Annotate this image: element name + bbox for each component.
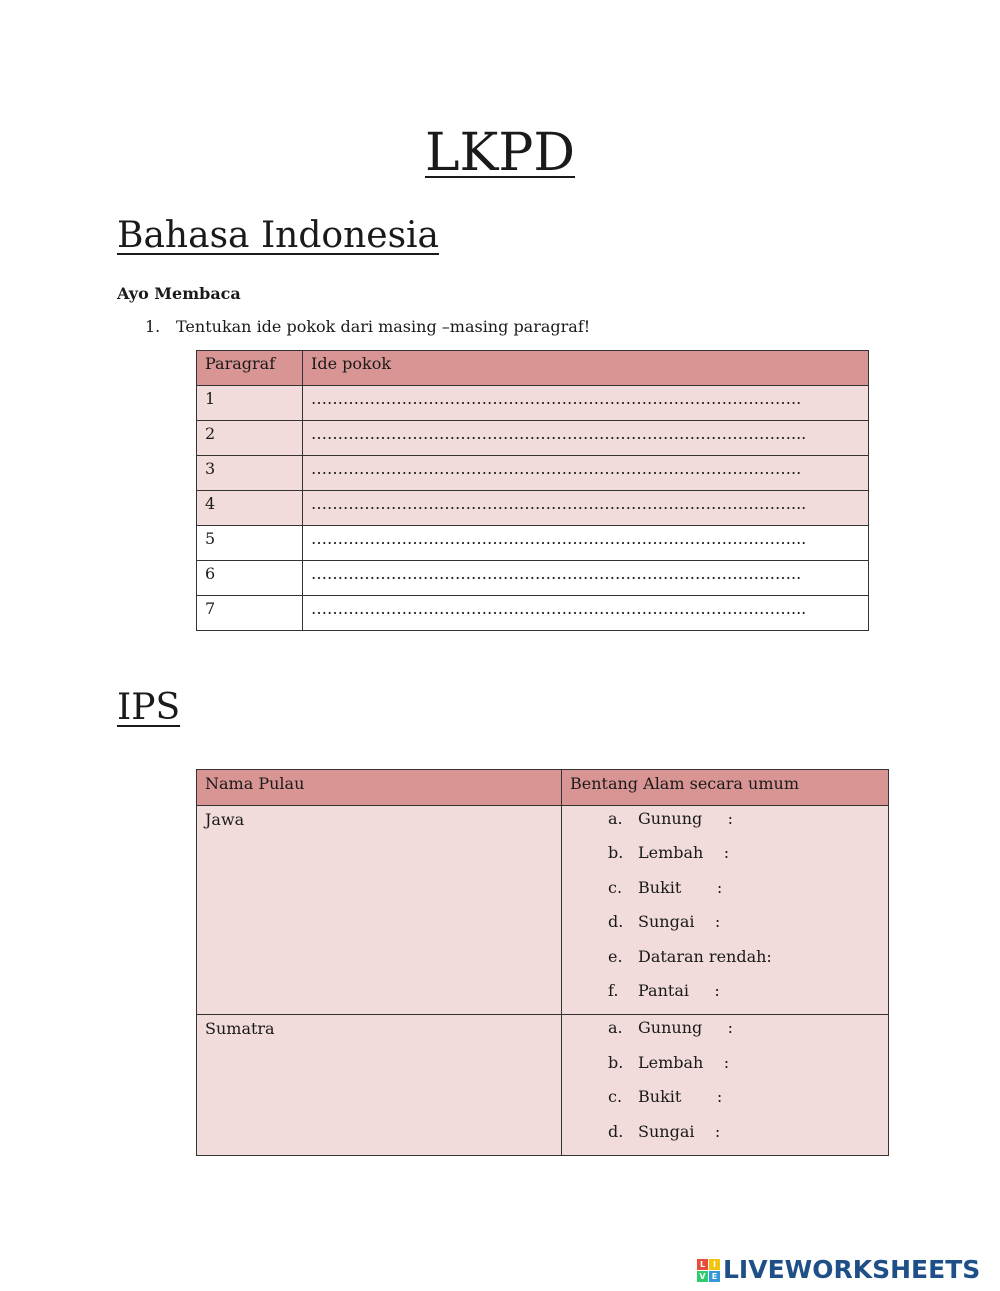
answer-dots: ………………………………………………………………………………...: [311, 424, 807, 443]
answer-field[interactable]: [303, 456, 869, 491]
feature-marker: b.: [608, 843, 624, 863]
answer-dots: ………………………………………………………………………………...: [311, 529, 807, 548]
feature-marker: b.: [608, 1052, 624, 1072]
list-item[interactable]: [608, 1082, 880, 1116]
answer-dots: ………………………………………………………………………………...: [311, 599, 807, 618]
header-paragraf: Paragraf: [197, 351, 303, 386]
list-item[interactable]: [608, 942, 880, 976]
list-item[interactable]: [608, 976, 880, 1010]
feature-list: [570, 804, 880, 1014]
feature-marker: e.: [608, 946, 623, 966]
answer-dots: ………………………………………………………………………………...: [311, 494, 807, 513]
feature-marker: c.: [608, 1087, 623, 1107]
table-row: [197, 386, 869, 421]
table-row: [197, 806, 889, 1015]
ips-table: [196, 769, 889, 1156]
feature-list: [570, 1013, 880, 1155]
table-row: [197, 1015, 889, 1156]
row-number: 7: [197, 596, 303, 631]
row-number: 2: [197, 421, 303, 456]
table-row: [197, 491, 869, 526]
answer-dots: ………………………………………………………………………………..: [311, 459, 802, 478]
feature-label: Pantai :: [638, 980, 720, 1000]
feature-label: Sungai :: [638, 912, 721, 932]
brand-text: LIVEWORKSHEETS: [723, 1255, 981, 1284]
row-number: 4: [197, 491, 303, 526]
feature-label: Sungai :: [638, 1121, 721, 1141]
list-item[interactable]: [608, 804, 880, 838]
feature-marker: d.: [608, 912, 624, 932]
liveworksheets-brand[interactable]: [697, 1253, 980, 1287]
feature-label: Bukit :: [638, 1087, 723, 1107]
answer-dots: ………………………………………………………………………………..: [311, 564, 802, 583]
logo-tile: I: [709, 1259, 720, 1270]
instruction-item: [145, 315, 590, 339]
row-number: 1: [197, 386, 303, 421]
answer-field[interactable]: [303, 526, 869, 561]
table-header-row: [197, 351, 869, 386]
list-item[interactable]: [608, 1117, 880, 1151]
header-bentang-alam: Bentang Alam secara umum: [562, 770, 889, 806]
table-row: [197, 596, 869, 631]
list-item[interactable]: [608, 838, 880, 872]
row-number: 5: [197, 526, 303, 561]
logo-tile: E: [709, 1271, 720, 1282]
instruction-text: Tentukan ide pokok dari masing –masing paragraf!: [176, 317, 591, 336]
table-row: [197, 421, 869, 456]
feature-cell: [562, 806, 889, 1015]
sub-heading-ayo-membaca: Ayo Membaca: [117, 284, 241, 303]
logo-tile: L: [697, 1259, 708, 1270]
feature-marker: d.: [608, 1121, 624, 1141]
feature-label: Gunung :: [638, 1018, 734, 1038]
answer-field[interactable]: [303, 491, 869, 526]
header-nama-pulau: Nama Pulau: [197, 770, 562, 806]
list-item[interactable]: [608, 907, 880, 941]
row-number: 6: [197, 561, 303, 596]
feature-label: Lembah :: [638, 843, 730, 863]
list-item[interactable]: [608, 1048, 880, 1082]
header-ide-pokok: Ide pokok: [303, 351, 869, 386]
table-row: [197, 526, 869, 561]
feature-marker: a.: [608, 809, 623, 828]
answer-dots: ………………………………………………………………………………..: [311, 389, 802, 408]
answer-field[interactable]: [303, 561, 869, 596]
table-header-row: [197, 770, 889, 806]
answer-field[interactable]: [303, 386, 869, 421]
section-title-ips: IPS: [117, 687, 181, 728]
feature-marker: f.: [608, 980, 619, 1000]
row-number: 3: [197, 456, 303, 491]
feature-marker: a.: [608, 1018, 623, 1038]
section-title-bahasa-indonesia: Bahasa Indonesia: [117, 215, 440, 256]
list-item[interactable]: [608, 1013, 880, 1047]
answer-field[interactable]: [303, 596, 869, 631]
feature-label: Dataran rendah:: [638, 946, 772, 966]
paragraph-table: [196, 350, 869, 631]
feature-marker: c.: [608, 877, 623, 897]
list-item[interactable]: [608, 873, 880, 907]
instruction-number: 1.: [145, 317, 161, 336]
feature-label: Bukit :: [638, 877, 723, 897]
table-row: [197, 561, 869, 596]
island-name: Jawa: [197, 806, 562, 1015]
brand-logo-icon: [697, 1259, 720, 1282]
island-name: Sumatra: [197, 1015, 562, 1156]
page-title: LKPD: [424, 123, 576, 183]
logo-tile: V: [697, 1271, 708, 1282]
feature-label: Lembah :: [638, 1052, 730, 1072]
feature-cell: [562, 1015, 889, 1156]
table-row: [197, 456, 869, 491]
answer-field[interactable]: [303, 421, 869, 456]
feature-label: Gunung :: [638, 809, 734, 828]
